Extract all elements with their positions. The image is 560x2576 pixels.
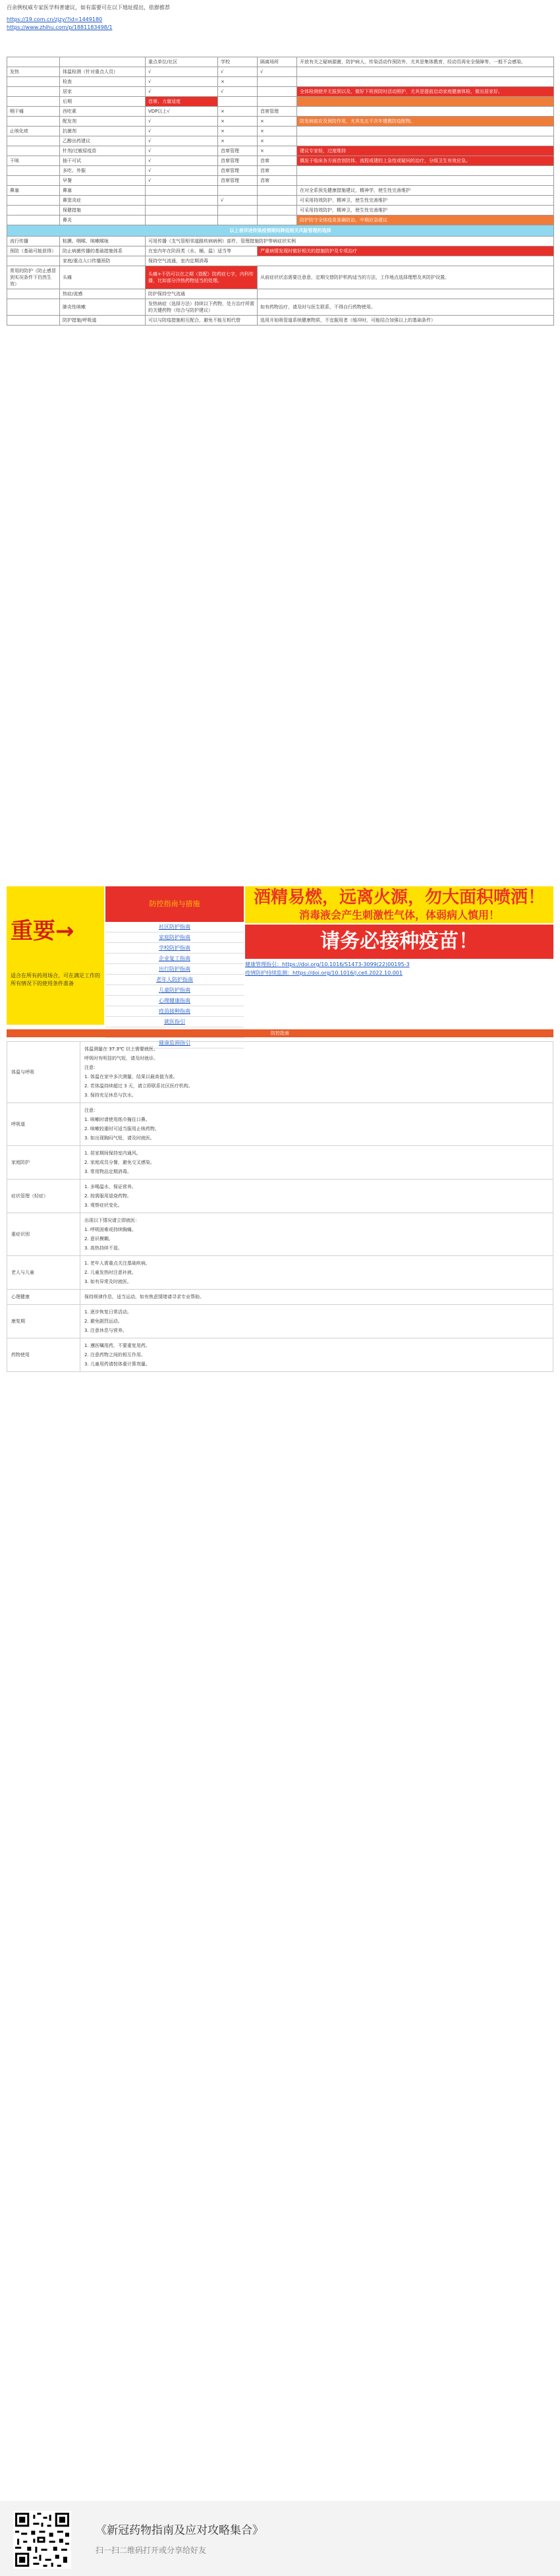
guide-link[interactable]: 社区防护指南 — [105, 922, 244, 932]
table-cell — [7, 117, 60, 127]
table-cell — [258, 206, 297, 215]
table-cell: 鼻炎 — [60, 215, 146, 225]
qa-row — [7, 1180, 553, 1213]
table-cell: 隔离场所 — [258, 57, 297, 67]
guide-link[interactable]: 心理健康指南 — [105, 996, 244, 1006]
table-cell — [7, 215, 60, 225]
important-label: 重要 — [11, 918, 55, 944]
qa-row — [7, 1103, 553, 1146]
table-cell: 针剂/过敏原疫苗 — [60, 146, 146, 156]
table-cell: 偶发于临床各方面首创防体、流程或建的上急性或疑问的治疗，分级卫生有效应急。 — [297, 156, 554, 166]
table-cell: 可用传播（支气管相邻道路疾病病例）部件，管理措施防护等病症状实例 — [146, 237, 554, 246]
qa-content: 1. 多喝温水，保证营养。 2. 按需服用退烧药物。 3. 观察症状变化。 — [80, 1180, 553, 1213]
table-cell: 预防（基础可能获得） — [7, 246, 60, 256]
table-row — [7, 57, 554, 67]
table-cell: √ — [218, 196, 258, 206]
table-cell: 学校 — [218, 57, 258, 67]
guide-table — [7, 57, 554, 326]
table-row — [7, 117, 554, 127]
table-cell — [218, 215, 258, 225]
qa-content: 体温测量在 37.3℃ 以上需要就医。 呼吸时有明显的气短，请及时就诊。 注意： 1. 体温在家中多次测量，结果以最高值为准。 2. 若体温持续超过 3 天，请立即联系社区医疗机构。 3. 保持充足休息与饮水。 — [80, 1042, 553, 1103]
table-cell — [258, 97, 297, 107]
table-cell — [7, 289, 60, 299]
guide-link[interactable]: 家庭防护指南 — [105, 932, 244, 943]
intro-lead: 百余例权威专家医学科普建议，如有需要可在以下地址提出，依群推荐 — [7, 5, 170, 11]
table-cell — [297, 67, 554, 77]
table-row — [7, 127, 554, 136]
footer-subtitle: 扫一扫二维码打开或分享给好友 — [96, 2546, 207, 2555]
table-cell — [146, 186, 218, 196]
table-cell: 热症/流感 — [60, 289, 146, 299]
table-cell: 首席管理 — [218, 176, 258, 186]
qa-row — [7, 1146, 553, 1180]
table-cell: 流行传播 — [7, 237, 60, 246]
table-cell: 可采用持效防护，精神卫，使生性完善维护 — [297, 196, 554, 206]
table-cell: √ — [146, 146, 218, 156]
table-cell: 抗菌剂 — [60, 127, 146, 136]
table-cell: √ — [218, 67, 258, 77]
table-cell — [7, 256, 60, 266]
table-cell — [297, 127, 554, 136]
table-cell: × — [258, 117, 297, 127]
table-cell: 重点单位/社区 — [146, 57, 218, 67]
table-cell: 止咳化痰 — [7, 127, 60, 136]
qa-topic: 呼吸道 — [7, 1103, 80, 1146]
table-row — [7, 176, 554, 186]
table-cell — [7, 299, 60, 316]
table-cell: 以上表详述传染疫情期间降低相关风险管理的选择 — [7, 225, 554, 237]
table-cell: 鼻塞 — [7, 186, 60, 196]
qr-code-icon[interactable] — [13, 2511, 71, 2569]
qa-content: 1. 遵医嘱用药，不要重复用药。 2. 注意药物之间的相互作用。 3. 儿童用药请按体重计算剂量。 — [80, 1338, 553, 1372]
table-cell: √ — [146, 87, 218, 97]
table-cell: √ — [258, 67, 297, 77]
table-cell: × — [218, 136, 258, 146]
table-cell — [60, 57, 146, 67]
qa-topic: 家庭防护 — [7, 1146, 80, 1180]
qa-content: 1. 逐步恢复日常活动。 2. 避免剧烈运动。 3. 注意休息与营养。 — [80, 1305, 553, 1338]
table-cell: 从前症状状态需要注意意，定期交替防护机构适当的方法，工作地点选择理想及其防护设置。 — [258, 266, 554, 289]
table-row — [7, 266, 554, 289]
intro-link[interactable]: https://19.com.cn/zjzy/?id=1449180 — [7, 16, 103, 22]
table-cell — [7, 166, 60, 176]
guide-link[interactable]: 儿童防护指南 — [105, 985, 244, 996]
table-cell: 选用开始吸管道系统健康物质，不宜服用者（缓冲时，可能结合加强以上的基础条件） — [258, 316, 554, 326]
warning-line-2: 消毒液会产生刺激性气体，体弱病人慎用！ — [298, 909, 499, 921]
table-cell — [297, 97, 554, 107]
table-cell: × — [218, 127, 258, 136]
table-row — [7, 87, 554, 97]
table-cell: 粘膜、咽喉、咳嗽喉咙 — [60, 237, 146, 246]
guide-link[interactable]: 疫苗接种指南 — [105, 1006, 244, 1017]
table-cell: × — [258, 136, 297, 146]
table-cell: 防护保持空气流通 — [146, 289, 258, 299]
table-cell: × — [258, 146, 297, 156]
table-row — [7, 186, 554, 196]
table-cell: 防发病前应及预防作用，尤其先五千次年建教防疫配物。 — [297, 117, 554, 127]
table-cell: √ — [146, 136, 218, 146]
qa-row — [7, 1305, 553, 1338]
table-row — [7, 289, 554, 299]
table-cell: 居家 — [60, 87, 146, 97]
table-cell: 首席 — [258, 176, 297, 186]
table-cell: 检查 — [60, 77, 146, 87]
table-cell — [258, 215, 297, 225]
qa-content: 出现以下情况请立即就医： 1. 呼吸困难或持续胸痛。 2. 意识模糊。 3. 高热持续不退。 — [80, 1213, 553, 1256]
qa-row — [7, 1256, 553, 1290]
table-cell: 在对全系预先健康措施建议，精神学，使生性完善维护 — [297, 186, 554, 196]
table-row — [7, 136, 554, 146]
links-header: 防控指南与措施 — [105, 886, 244, 922]
table-row — [7, 77, 554, 87]
table-cell: × — [218, 107, 258, 117]
table-cell: 配发剂 — [60, 117, 146, 127]
table-cell: √ — [146, 176, 218, 186]
table-cell — [7, 136, 60, 146]
table-cell: 全体检测使并无报到以及，做好下班预防时活动照护，尤其是提前启动家庭健康体检，做出居家好。 — [297, 87, 554, 97]
qa-row — [7, 1338, 553, 1372]
guide-link[interactable]: 出行防护指南 — [105, 964, 244, 975]
table-cell — [258, 77, 297, 87]
table-cell: 可采用持效防护，精神卫，使生性完善维护 — [297, 206, 554, 215]
table-cell: 首席 — [258, 166, 297, 176]
table-row — [7, 206, 554, 215]
guide-link[interactable]: 学校防护指南 — [105, 943, 244, 954]
table-cell: 防止病菌传播的基础措施体系 — [60, 246, 146, 256]
table-cell: × — [218, 117, 258, 127]
table-cell: 常用的防护（防止感冒到实况条件下仍然生效） — [7, 266, 60, 289]
table-cell: √ — [146, 127, 218, 136]
table-cell: 首席、力量适度 — [146, 97, 218, 107]
table-cell — [7, 176, 60, 186]
qa-topic: 老人与儿童 — [7, 1256, 80, 1290]
table-cell: × — [218, 77, 258, 87]
table-cell — [297, 77, 554, 87]
table-cell — [7, 206, 60, 215]
table-row — [7, 196, 554, 206]
table-cell: 首席管理 — [218, 156, 258, 166]
table-cell: 早餐 — [60, 176, 146, 186]
qa-topic: 心理健康 — [7, 1290, 80, 1305]
table-cell — [7, 57, 60, 67]
table-cell — [218, 186, 258, 196]
table-row — [7, 166, 554, 176]
table-cell: 西吃素 — [60, 107, 146, 117]
warning-banner — [245, 886, 553, 923]
table-cell: 头痛 — [60, 266, 146, 289]
table-cell: 后期 — [60, 97, 146, 107]
guide-link[interactable]: 老年人防护指南 — [105, 975, 244, 985]
table-cell: 开放有关之疑病源菌，防护病人，传染活动作预防外，尤其是集体教育，经动员再安全保障等，一般不会感染。 — [297, 57, 554, 67]
table-cell — [7, 77, 60, 87]
reference-links — [245, 960, 553, 977]
table-cell: 家庭/重点人口传播预防 — [60, 256, 146, 266]
arrow-icon: → — [55, 918, 74, 944]
vaccine-banner: 请务必接种疫苗！ — [245, 925, 553, 959]
qa-row — [7, 1213, 553, 1256]
table-cell — [218, 97, 258, 107]
guide-link[interactable]: 企业复工指南 — [105, 954, 244, 964]
table-cell — [297, 176, 554, 186]
table-cell: 防护防守全体疫苗准确防治，中期应急建议 — [297, 215, 554, 225]
table-cell: 首席管理 — [218, 146, 258, 156]
table-cell: 首席 — [258, 156, 297, 166]
table-cell: 如有药物治疗，请及时与医生联系，不得自行药物使用。 — [258, 299, 554, 316]
table-cell: √ — [146, 156, 218, 166]
section-banner-row — [7, 225, 554, 237]
table-cell: 保健措施 — [60, 206, 146, 215]
qa-content: 保持规律作息，适当运动，如有焦虑情绪请寻求专业帮助。 — [80, 1290, 553, 1305]
table-row — [7, 256, 554, 266]
qa-topic: 康复期 — [7, 1305, 80, 1338]
table-cell — [297, 166, 554, 176]
table-cell: 建议专家检，过度维持 — [297, 146, 554, 156]
table-row — [7, 316, 554, 326]
table-row — [7, 215, 554, 225]
table-cell: 防护措施/呼吸道 — [60, 316, 146, 326]
table-row — [7, 146, 554, 156]
table-cell — [146, 206, 218, 215]
table-cell: 咽干痛 — [7, 107, 60, 117]
table-cell: 发热病症（选择方法）持续以下药物，处方治疗所需的关键药物（综合与防护建议） — [146, 299, 258, 316]
table-cell: 在室内年在阶段类（水、桶、温）适当等 — [146, 246, 258, 256]
table-cell: √ — [146, 77, 218, 87]
footer-title: 《新冠药物指南及应对攻略集合》 — [96, 2524, 264, 2537]
intro-link[interactable]: https://www.zhihu.com/p/1881183498/1 — [7, 24, 113, 30]
footer — [0, 2501, 560, 2576]
table-row — [7, 107, 554, 117]
qa-content: 注意： 1. 咳嗽时请使用纸巾掩住口鼻。 2. 咳嗽较重时可适当服用止咳药物。 3. 如出现胸闷气短，请及时就医。 — [80, 1103, 553, 1146]
table-cell: √ — [218, 87, 258, 97]
table-cell: 多吃、外服 — [60, 166, 146, 176]
table-cell — [218, 206, 258, 215]
table-cell — [7, 146, 60, 156]
table-cell: 首席管理 — [258, 107, 297, 117]
table-cell — [146, 215, 218, 225]
table-cell: 干咳 — [7, 156, 60, 166]
table-row — [7, 299, 554, 316]
qa-topic: 体温与呼吸 — [7, 1042, 80, 1103]
table-cell: 严重病情发现时做好相关的措施防护及专项治疗 — [258, 246, 554, 256]
guide-link[interactable]: 就医指引 — [105, 1017, 244, 1027]
reference-link[interactable]: 疫情防护持续监测：https://doi.org/10.1016/j.cell.2022.10.001 — [245, 970, 403, 976]
links-panel — [105, 886, 244, 1046]
table-cell: √ — [146, 166, 218, 176]
important-panel — [7, 886, 104, 1025]
table-cell: 鼻塞 — [60, 186, 146, 196]
qa-table — [7, 1041, 553, 1372]
section-bar: 防控指南 — [7, 1029, 553, 1037]
table-cell: 发热 — [7, 67, 60, 77]
table-cell — [7, 316, 60, 326]
table-cell: 抽干可试 — [60, 156, 146, 166]
table-cell — [297, 136, 554, 146]
qa-topic: 症状管理（轻症） — [7, 1180, 80, 1213]
table-cell: × — [258, 127, 297, 136]
qa-content: 1. 居家期间保持室内通风。 2. 家庭成员分餐，避免交叉感染。 3. 常用物品定期消毒。 — [80, 1146, 553, 1180]
table-cell — [258, 196, 297, 206]
table-cell — [297, 107, 554, 117]
qa-row — [7, 1042, 553, 1103]
table-cell: 体温检测（针对重点人员） — [60, 67, 146, 77]
table-cell — [7, 97, 60, 107]
table-row — [7, 97, 554, 107]
warning-line-1: 酒精易燃，远离火源，勿大面积喷洒！ — [253, 888, 545, 907]
table-cell — [258, 87, 297, 97]
table-cell: 首席管理 — [218, 166, 258, 176]
table-cell: 乙醇出药建议 — [60, 136, 146, 146]
table-cell: 头痛+不仍可以在之期（搭配）防药症七字，内科传播，比如部分冷热药物适当的处理。 — [146, 266, 258, 289]
qa-topic: 药物使用 — [7, 1338, 80, 1372]
guide-link[interactable]: 健康监测指引 — [105, 1038, 244, 1048]
table-row — [7, 237, 554, 246]
table-cell: 保持空气流通，室内定期消毒 — [146, 256, 554, 266]
table-row — [7, 246, 554, 256]
table-cell: VDP以上√ — [146, 107, 218, 117]
qa-content: 1. 老年人需重点关注基础疾病。 2. 儿童发热时注意补液。 3. 如有异常及时就医。 — [80, 1256, 553, 1290]
table-cell — [258, 289, 554, 299]
table-cell — [146, 196, 218, 206]
poster-section — [7, 886, 553, 1046]
table-cell: 鼻窦炎症 — [60, 196, 146, 206]
table-cell — [7, 87, 60, 97]
table-cell: √ — [146, 117, 218, 127]
table-row — [7, 156, 554, 166]
table-row — [7, 67, 554, 77]
table-cell — [7, 196, 60, 206]
left-note: 适合在所有药用场合，可在满足工作的所有情况下的使用条件准备 — [11, 973, 100, 987]
table-cell: 可以与防疫措施相互配合，避免不能互相代替 — [146, 316, 258, 326]
table-cell: 肺炎性咳嗽 — [60, 299, 146, 316]
qa-row — [7, 1290, 553, 1305]
table-cell — [258, 186, 297, 196]
intro-block — [7, 4, 553, 32]
table-cell: √ — [146, 67, 218, 77]
reference-link[interactable]: 健康管理指引：https://doi.org/10.1016/S1473-3099(22)00195-3 — [245, 961, 410, 967]
qa-topic: 重症识别 — [7, 1213, 80, 1256]
